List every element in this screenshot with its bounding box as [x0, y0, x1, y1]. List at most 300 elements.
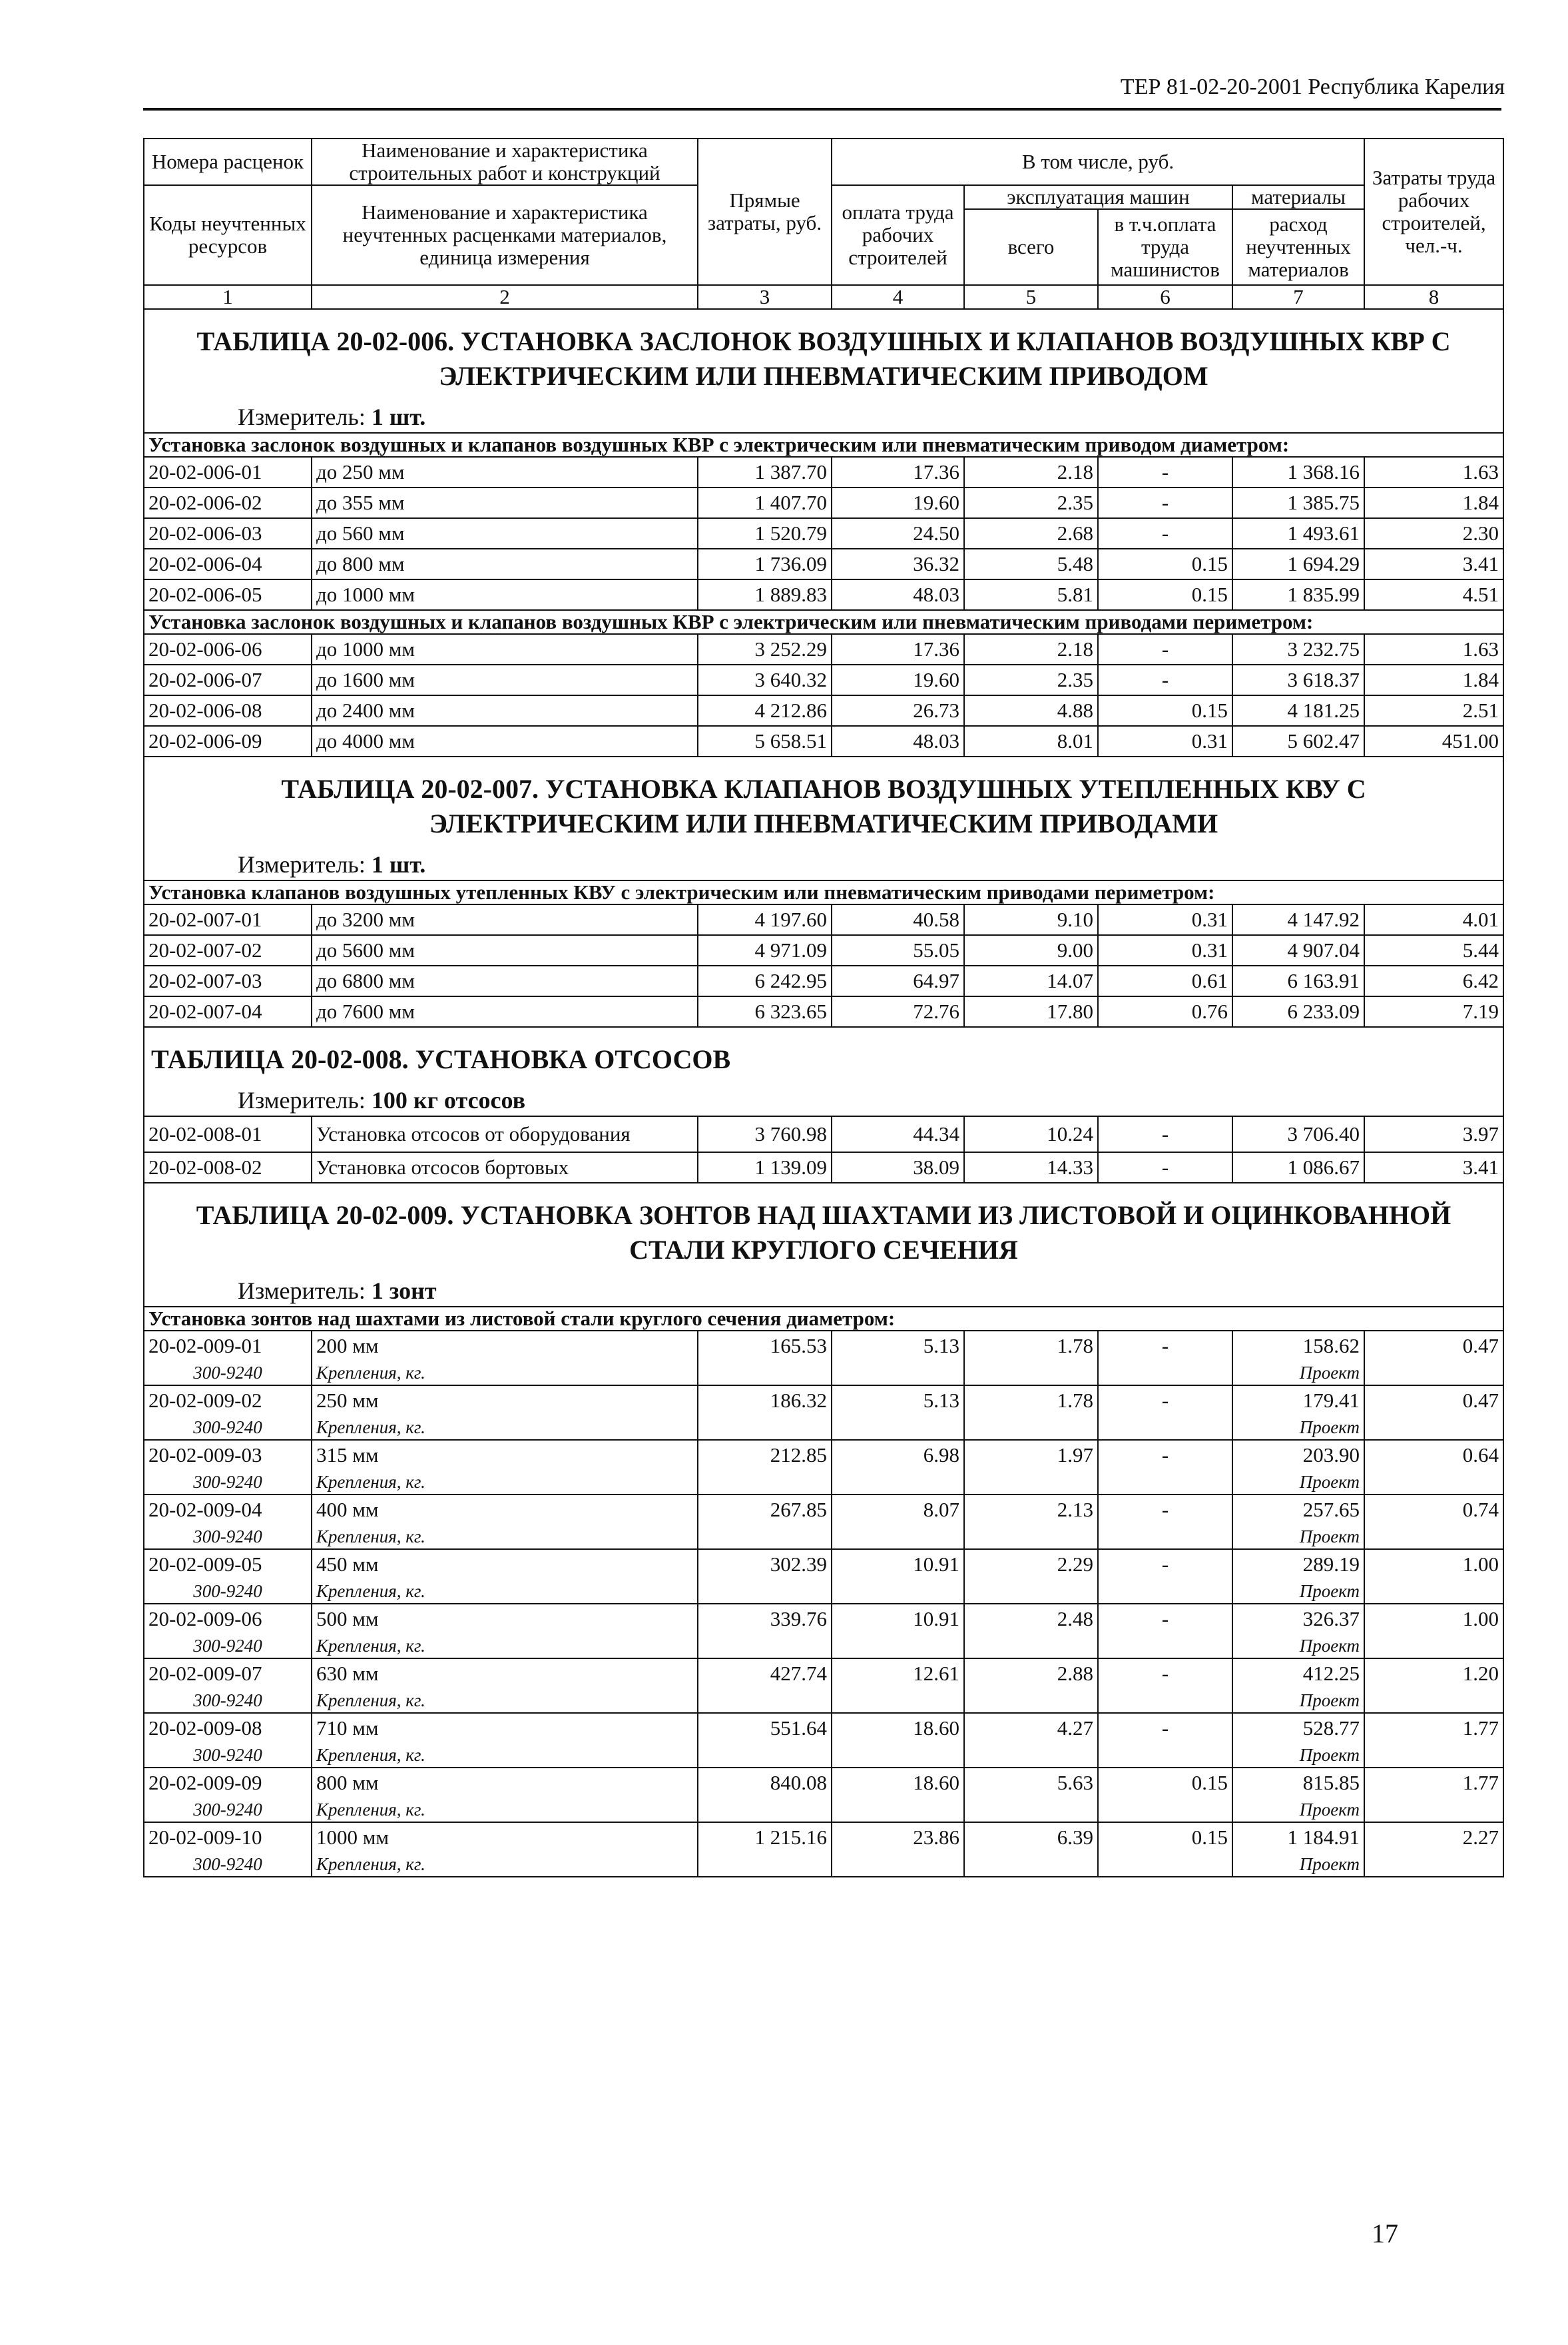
empty-cell: [1364, 1688, 1503, 1713]
direct-costs: 427.74: [698, 1658, 832, 1688]
empty-cell: [1098, 1634, 1232, 1658]
table-row: [144, 1822, 1503, 1852]
header-labor-hours: Затраты труда рабочих строителей, чел.-ч.: [1364, 139, 1503, 285]
empty-cell: [1098, 1688, 1232, 1713]
header-machines-labor: в т.ч.оплата труда машинистов: [1098, 209, 1232, 285]
direct-costs: 186.32: [698, 1385, 832, 1415]
machines-labor: 0.15: [1098, 695, 1232, 726]
resource-name: Крепления, кг.: [312, 1524, 698, 1549]
resource-code: 300-9240: [144, 1415, 312, 1440]
empty-cell: [832, 1634, 964, 1658]
work-name: 200 мм: [312, 1331, 698, 1361]
rate-code: 20-02-006-04: [144, 549, 312, 579]
work-name: до 250 мм: [312, 457, 698, 488]
work-name: до 1000 мм: [312, 634, 698, 665]
table-row: [144, 935, 1503, 966]
machines-labor: 0.61: [1098, 966, 1232, 996]
empty-cell: [832, 1688, 964, 1713]
table-row: [144, 1116, 1503, 1152]
resource-name: Крепления, кг.: [312, 1798, 698, 1822]
machines-labor: 0.15: [1098, 1768, 1232, 1798]
direct-costs: 3 640.32: [698, 665, 832, 695]
empty-cell: [698, 1688, 832, 1713]
labor-hours: 3.97: [1364, 1116, 1503, 1152]
resource-row: [144, 1852, 1503, 1877]
resource-row: [144, 1688, 1503, 1713]
direct-costs: 1 407.70: [698, 488, 832, 518]
measure-unit: [144, 394, 1503, 432]
machines-labor: -: [1098, 1549, 1232, 1579]
resource-row: [144, 1415, 1503, 1440]
work-name: 450 мм: [312, 1549, 698, 1579]
empty-cell: [964, 1634, 1098, 1658]
labor-hours: 2.30: [1364, 518, 1503, 549]
labor-hours: 5.44: [1364, 935, 1503, 966]
empty-cell: [1098, 1415, 1232, 1440]
materials: 3 232.75: [1232, 634, 1364, 665]
work-name: 710 мм: [312, 1713, 698, 1743]
labor-hours: 1.77: [1364, 1768, 1503, 1798]
table-row: [144, 488, 1503, 518]
group-subheading-row: [144, 880, 1503, 904]
machines-total: 4.88: [964, 695, 1098, 726]
labor-pay: 72.76: [832, 996, 964, 1027]
running-head: ТЕР 81-02-20-2001 Республика Карелия: [1120, 75, 1505, 99]
table-row: [144, 966, 1503, 996]
empty-cell: [1098, 1361, 1232, 1385]
col-number: 8: [1364, 285, 1503, 309]
labor-pay: 6.98: [832, 1440, 964, 1470]
labor-hours: 0.47: [1364, 1331, 1503, 1361]
empty-cell: [1098, 1798, 1232, 1822]
rate-code: 20-02-009-07: [144, 1658, 312, 1688]
labor-pay: 19.60: [832, 665, 964, 695]
labor-hours: 4.51: [1364, 579, 1503, 610]
machines-total: 2.13: [964, 1495, 1098, 1524]
empty-cell: [698, 1743, 832, 1768]
machines-labor: -: [1098, 457, 1232, 488]
empty-cell: [964, 1470, 1098, 1495]
work-name: до 7600 мм: [312, 996, 698, 1027]
table-title-row: [144, 309, 1503, 433]
machines-total: 4.27: [964, 1713, 1098, 1743]
work-name: до 1000 мм: [312, 579, 698, 610]
resource-quantity: Проект: [1232, 1634, 1364, 1658]
column-number-row: [144, 285, 1503, 309]
table-row: [144, 579, 1503, 610]
header-col1-top: Номера расценок: [144, 139, 312, 185]
measure-value: 1 зонт: [371, 1277, 437, 1304]
materials: 4 147.92: [1232, 904, 1364, 935]
page-number: 17: [1372, 2218, 1398, 2248]
machines-total: 2.35: [964, 488, 1098, 518]
materials: 1 385.75: [1232, 488, 1364, 518]
labor-pay: 48.03: [832, 726, 964, 757]
rate-code: 20-02-008-01: [144, 1116, 312, 1152]
header-rule: [143, 108, 1501, 111]
materials: 6 163.91: [1232, 966, 1364, 996]
resource-name: Крепления, кг.: [312, 1743, 698, 1768]
labor-pay: 36.32: [832, 549, 964, 579]
group-subheading: Установка клапанов воздушных утепленных КВУ с электрическим или пневматическим приводами периметром:: [144, 880, 1503, 904]
rate-code: 20-02-006-08: [144, 695, 312, 726]
direct-costs: 4 212.86: [698, 695, 832, 726]
direct-costs: 5 658.51: [698, 726, 832, 757]
materials: 1 835.99: [1232, 579, 1364, 610]
header-machines-total: всего: [964, 209, 1098, 285]
resource-quantity: Проект: [1232, 1470, 1364, 1495]
header-materials: материалы: [1232, 185, 1364, 209]
machines-total: 17.80: [964, 996, 1098, 1027]
measure-unit: [144, 841, 1503, 880]
empty-cell: [832, 1415, 964, 1440]
labor-pay: 17.36: [832, 457, 964, 488]
labor-hours: 7.19: [1364, 996, 1503, 1027]
machines-total: 6.39: [964, 1822, 1098, 1852]
col-number: 3: [698, 285, 832, 309]
empty-cell: [1364, 1798, 1503, 1822]
materials: 326.37: [1232, 1604, 1364, 1634]
empty-cell: [832, 1361, 964, 1385]
rate-code: 20-02-006-02: [144, 488, 312, 518]
labor-pay: 17.36: [832, 634, 964, 665]
machines-labor: 0.15: [1098, 579, 1232, 610]
rate-code: 20-02-006-09: [144, 726, 312, 757]
work-name: 800 мм: [312, 1768, 698, 1798]
header-machines: эксплуатация машин: [964, 185, 1232, 209]
header-direct-costs: Прямые затраты, руб.: [698, 139, 832, 285]
machines-labor: -: [1098, 1658, 1232, 1688]
empty-cell: [698, 1361, 832, 1385]
group-subheading: Установка зонтов над шахтами из листовой стали круглого сечения диаметром:: [144, 1307, 1503, 1331]
work-name: 630 мм: [312, 1658, 698, 1688]
col-number: 1: [144, 285, 312, 309]
rate-code: 20-02-009-10: [144, 1822, 312, 1852]
materials: 5 602.47: [1232, 726, 1364, 757]
table-title: [144, 1183, 1503, 1267]
empty-cell: [698, 1524, 832, 1549]
work-name: до 2400 мм: [312, 695, 698, 726]
direct-costs: 3 760.98: [698, 1116, 832, 1152]
rate-code: 20-02-009-09: [144, 1768, 312, 1798]
labor-pay: 19.60: [832, 488, 964, 518]
labor-hours: 1.00: [1364, 1604, 1503, 1634]
empty-cell: [964, 1415, 1098, 1440]
work-name: до 800 мм: [312, 549, 698, 579]
resource-row: [144, 1634, 1503, 1658]
empty-cell: [964, 1743, 1098, 1768]
resource-name: Крепления, кг.: [312, 1634, 698, 1658]
labor-pay: 18.60: [832, 1768, 964, 1798]
measure-value: 1 шт.: [371, 851, 426, 878]
empty-cell: [832, 1798, 964, 1822]
table-row: [144, 1604, 1503, 1634]
materials: 3 706.40: [1232, 1116, 1364, 1152]
measure-unit: [144, 1267, 1503, 1306]
work-name: 400 мм: [312, 1495, 698, 1524]
table-title-line: СТАЛИ КРУГЛОГО СЕЧЕНИЯ: [629, 1235, 1018, 1265]
resource-quantity: Проект: [1232, 1852, 1364, 1877]
table-row: [144, 726, 1503, 757]
table-row: [144, 1495, 1503, 1524]
measure-label: Измеритель:: [238, 404, 366, 430]
labor-hours: 1.77: [1364, 1713, 1503, 1743]
direct-costs: 302.39: [698, 1549, 832, 1579]
col-number: 2: [312, 285, 698, 309]
empty-cell: [1098, 1524, 1232, 1549]
table-row: [144, 1385, 1503, 1415]
machines-labor: 0.31: [1098, 935, 1232, 966]
rate-code: 20-02-007-01: [144, 904, 312, 935]
empty-cell: [698, 1852, 832, 1877]
labor-pay: 44.34: [832, 1116, 964, 1152]
machines-total: 2.48: [964, 1604, 1098, 1634]
machines-labor: -: [1098, 518, 1232, 549]
labor-pay: 18.60: [832, 1713, 964, 1743]
work-name: до 1600 мм: [312, 665, 698, 695]
labor-hours: 1.00: [1364, 1549, 1503, 1579]
rate-code: 20-02-009-05: [144, 1549, 312, 1579]
empty-cell: [1364, 1470, 1503, 1495]
empty-cell: [698, 1798, 832, 1822]
direct-costs: 3 252.29: [698, 634, 832, 665]
resource-quantity: Проект: [1232, 1361, 1364, 1385]
measure-label: Измеритель:: [238, 851, 366, 878]
empty-cell: [1364, 1852, 1503, 1877]
labor-hours: 2.51: [1364, 695, 1503, 726]
resource-row: [144, 1470, 1503, 1495]
resource-quantity: Проект: [1232, 1743, 1364, 1768]
labor-hours: 3.41: [1364, 1152, 1503, 1183]
price-table: [143, 138, 1504, 1877]
resource-quantity: Проект: [1232, 1688, 1364, 1713]
empty-cell: [832, 1470, 964, 1495]
group-subheading-row: [144, 1307, 1503, 1331]
resource-code: 300-9240: [144, 1798, 312, 1822]
work-name: до 4000 мм: [312, 726, 698, 757]
work-name: 500 мм: [312, 1604, 698, 1634]
empty-cell: [832, 1524, 964, 1549]
materials: 1 086.67: [1232, 1152, 1364, 1183]
resource-name: Крепления, кг.: [312, 1688, 698, 1713]
header-including: В том числе, руб.: [832, 139, 1364, 185]
table-row: [144, 1331, 1503, 1361]
labor-hours: 1.84: [1364, 488, 1503, 518]
table-title: [144, 757, 1503, 841]
empty-cell: [1364, 1524, 1503, 1549]
work-name: Установка отсосов от оборудования: [312, 1116, 698, 1152]
resource-row: [144, 1579, 1503, 1604]
materials: 4 181.25: [1232, 695, 1364, 726]
labor-pay: 10.91: [832, 1604, 964, 1634]
table-title-line: ЭЛЕКТРИЧЕСКИМ ИЛИ ПНЕВМАТИЧЕСКИМ ПРИВОДАМИ: [429, 809, 1218, 838]
table-row: [144, 1152, 1503, 1183]
resource-code: 300-9240: [144, 1688, 312, 1713]
table-row: [144, 1440, 1503, 1470]
measure-label: Измеритель:: [238, 1087, 366, 1114]
empty-cell: [964, 1798, 1098, 1822]
materials: 4 907.04: [1232, 935, 1364, 966]
resource-code: 300-9240: [144, 1634, 312, 1658]
empty-cell: [964, 1579, 1098, 1604]
empty-cell: [1364, 1743, 1503, 1768]
table-title: [144, 1028, 1503, 1077]
direct-costs: 165.53: [698, 1331, 832, 1361]
table-row: [144, 996, 1503, 1027]
empty-cell: [1364, 1361, 1503, 1385]
col-number: 6: [1098, 285, 1232, 309]
labor-hours: 2.27: [1364, 1822, 1503, 1852]
machines-total: 2.18: [964, 634, 1098, 665]
table-title-line: ТАБЛИЦА 20-02-007. УСТАНОВКА КЛАПАНОВ ВОЗДУШНЫХ УТЕПЛЕННЫХ КВУ С: [281, 774, 1366, 804]
resource-name: Крепления, кг.: [312, 1579, 698, 1604]
group-subheading: Установка заслонок воздушных и клапанов воздушных КВР с электрическим или пневматическим приводами периметром:: [144, 610, 1503, 634]
machines-total: 2.35: [964, 665, 1098, 695]
rate-code: 20-02-008-02: [144, 1152, 312, 1183]
labor-pay: 64.97: [832, 966, 964, 996]
table-row: [144, 1549, 1503, 1579]
resource-code: 300-9240: [144, 1524, 312, 1549]
materials: 528.77: [1232, 1713, 1364, 1743]
machines-labor: -: [1098, 634, 1232, 665]
machines-total: 14.07: [964, 966, 1098, 996]
machines-labor: 0.15: [1098, 1822, 1232, 1852]
group-subheading-row: [144, 433, 1503, 457]
labor-pay: 5.13: [832, 1331, 964, 1361]
direct-costs: 551.64: [698, 1713, 832, 1743]
table-title: [144, 310, 1503, 394]
empty-cell: [1098, 1579, 1232, 1604]
direct-costs: 1 387.70: [698, 457, 832, 488]
table-title-row: [144, 1183, 1503, 1307]
labor-pay: 26.73: [832, 695, 964, 726]
empty-cell: [698, 1579, 832, 1604]
measure-value: 100 кг отсосов: [371, 1087, 526, 1114]
machines-total: 2.88: [964, 1658, 1098, 1688]
table-row: [144, 695, 1503, 726]
machines-labor: -: [1098, 665, 1232, 695]
resource-quantity: Проект: [1232, 1579, 1364, 1604]
labor-pay: 55.05: [832, 935, 964, 966]
measure-label: Измеритель:: [238, 1277, 366, 1304]
machines-total: 2.29: [964, 1549, 1098, 1579]
group-subheading-row: [144, 610, 1503, 634]
work-name: до 560 мм: [312, 518, 698, 549]
measure-unit: [144, 1077, 1503, 1116]
empty-cell: [1098, 1470, 1232, 1495]
direct-costs: 267.85: [698, 1495, 832, 1524]
materials: 158.62: [1232, 1331, 1364, 1361]
table-title-line: ТАБЛИЦА 20-02-006. УСТАНОВКА ЗАСЛОНОК ВОЗДУШНЫХ И КЛАПАНОВ ВОЗДУШНЫХ КВР С: [196, 326, 1451, 356]
machines-labor: 0.76: [1098, 996, 1232, 1027]
col-number: 7: [1232, 285, 1364, 309]
work-name: до 355 мм: [312, 488, 698, 518]
resource-code: 300-9240: [144, 1852, 312, 1877]
machines-total: 14.33: [964, 1152, 1098, 1183]
resource-name: Крепления, кг.: [312, 1852, 698, 1877]
direct-costs: 1 139.09: [698, 1152, 832, 1183]
empty-cell: [832, 1852, 964, 1877]
machines-total: 2.18: [964, 457, 1098, 488]
work-name: Установка отсосов бортовых: [312, 1152, 698, 1183]
direct-costs: 1 215.16: [698, 1822, 832, 1852]
header-col2-bottom: Наименование и характеристика неучтенных расценками материалов, единица измерения: [312, 185, 698, 285]
table-row: [144, 549, 1503, 579]
labor-pay: 23.86: [832, 1822, 964, 1852]
machines-labor: -: [1098, 1152, 1232, 1183]
rate-code: 20-02-009-06: [144, 1604, 312, 1634]
materials: 179.41: [1232, 1385, 1364, 1415]
rate-code: 20-02-007-02: [144, 935, 312, 966]
empty-cell: [1364, 1634, 1503, 1658]
labor-hours: 0.47: [1364, 1385, 1503, 1415]
machines-labor: -: [1098, 1116, 1232, 1152]
machines-labor: 0.15: [1098, 549, 1232, 579]
machines-labor: -: [1098, 1604, 1232, 1634]
table-row: [144, 634, 1503, 665]
resource-code: 300-9240: [144, 1579, 312, 1604]
direct-costs: 1 520.79: [698, 518, 832, 549]
direct-costs: 840.08: [698, 1768, 832, 1798]
labor-hours: 6.42: [1364, 966, 1503, 996]
machines-total: 10.24: [964, 1116, 1098, 1152]
work-name: 315 мм: [312, 1440, 698, 1470]
labor-pay: 24.50: [832, 518, 964, 549]
machines-total: 1.78: [964, 1385, 1098, 1415]
work-name: до 3200 мм: [312, 904, 698, 935]
resource-code: 300-9240: [144, 1470, 312, 1495]
rate-code: 20-02-006-05: [144, 579, 312, 610]
table-title-line: ТАБЛИЦА 20-02-009. УСТАНОВКА ЗОНТОВ НАД ШАХТАМИ ИЗ ЛИСТОВОЙ И ОЦИНКОВАННОЙ: [196, 1200, 1451, 1230]
header-col1-bottom: Коды неучтенных ресурсов: [144, 185, 312, 285]
work-name: до 5600 мм: [312, 935, 698, 966]
rate-code: 20-02-009-01: [144, 1331, 312, 1361]
labor-pay: 12.61: [832, 1658, 964, 1688]
materials: 203.90: [1232, 1440, 1364, 1470]
group-subheading: Установка заслонок воздушных и клапанов воздушных КВР с электрическим или пневматическим приводом диаметром:: [144, 433, 1503, 457]
machines-total: 9.10: [964, 904, 1098, 935]
resource-row: [144, 1743, 1503, 1768]
empty-cell: [698, 1470, 832, 1495]
direct-costs: 1 889.83: [698, 579, 832, 610]
machines-labor: -: [1098, 1713, 1232, 1743]
table-row: [144, 518, 1503, 549]
table-title-line: ЭЛЕКТРИЧЕСКИМ ИЛИ ПНЕВМАТИЧЕСКИМ ПРИВОДОМ: [439, 361, 1208, 391]
rate-code: 20-02-006-07: [144, 665, 312, 695]
direct-costs: 339.76: [698, 1604, 832, 1634]
rate-code: 20-02-006-01: [144, 457, 312, 488]
materials: 815.85: [1232, 1768, 1364, 1798]
resource-quantity: Проект: [1232, 1415, 1364, 1440]
empty-cell: [832, 1579, 964, 1604]
machines-total: 5.81: [964, 579, 1098, 610]
direct-costs: 4 971.09: [698, 935, 832, 966]
col-number: 5: [964, 285, 1098, 309]
work-name: 250 мм: [312, 1385, 698, 1415]
labor-pay: 8.07: [832, 1495, 964, 1524]
table-row: [144, 904, 1503, 935]
direct-costs: 1 736.09: [698, 549, 832, 579]
resource-row: [144, 1798, 1503, 1822]
rate-code: 20-02-009-04: [144, 1495, 312, 1524]
table-title-row: [144, 757, 1503, 880]
labor-pay: 10.91: [832, 1549, 964, 1579]
machines-total: 1.78: [964, 1331, 1098, 1361]
rate-code: 20-02-006-03: [144, 518, 312, 549]
direct-costs: 4 197.60: [698, 904, 832, 935]
measure-value: 1 шт.: [371, 404, 426, 430]
labor-hours: 1.20: [1364, 1658, 1503, 1688]
